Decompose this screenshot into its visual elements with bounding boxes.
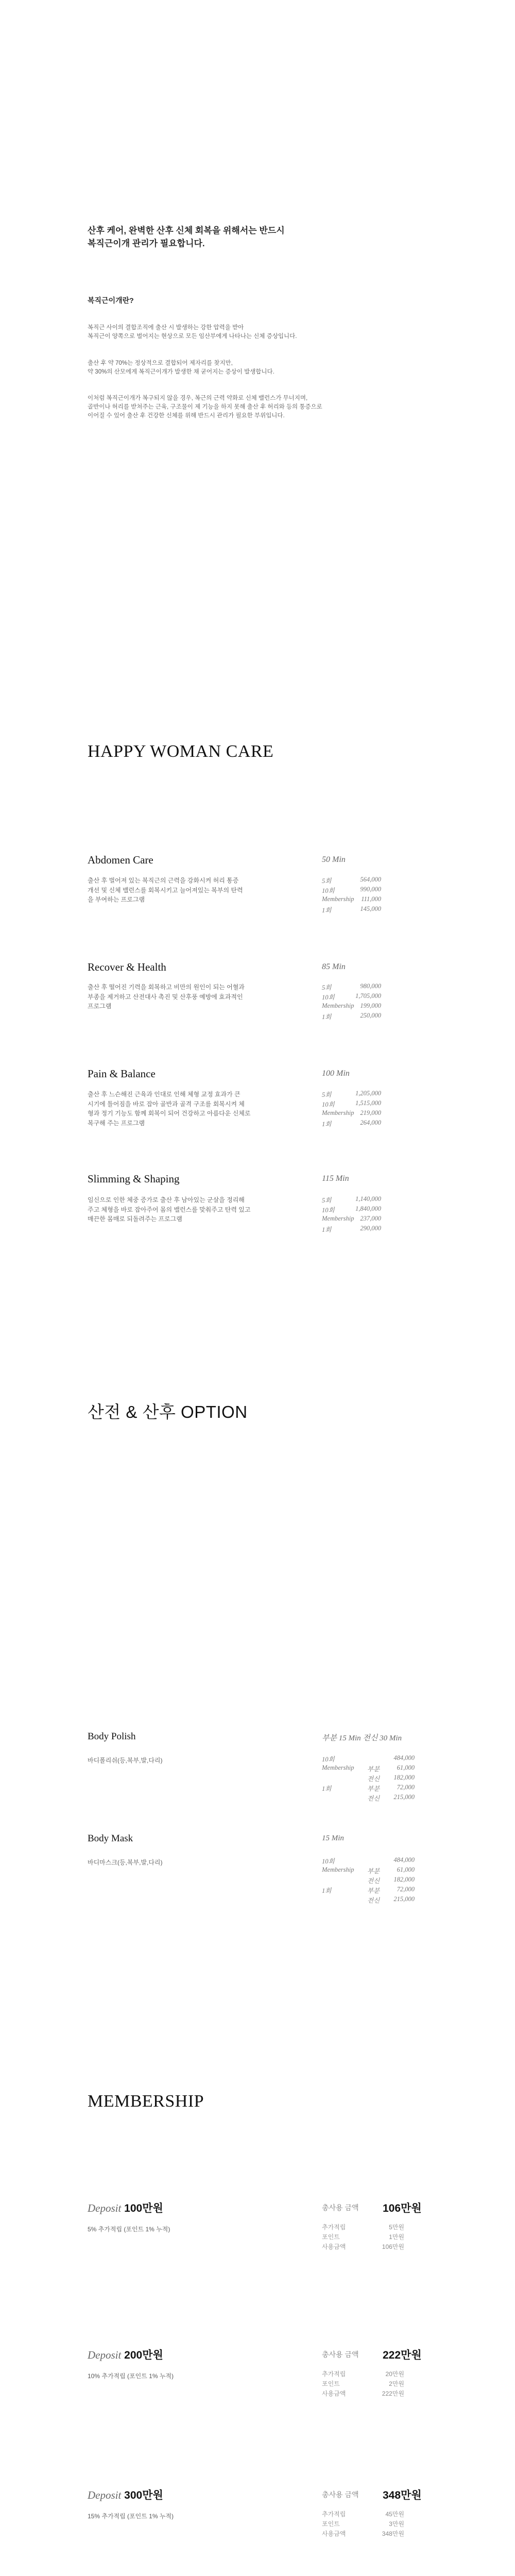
price-label: 1회	[322, 1785, 332, 1792]
price-row	[322, 1109, 381, 1119]
program-duration: 85 Min	[322, 962, 346, 971]
row-label: 추가적립	[322, 2370, 346, 2378]
intro-line: 이처럼 복직근이개가 복구되지 않을 경우, 복근의 근력 약화로 신체 밸런스가 무너지며,	[88, 395, 308, 401]
intro-line: 복직근 사이의 결합조직에 출산 시 발생하는 강한 압력을 받아	[88, 325, 244, 331]
option-name: Body Polish	[88, 1731, 136, 1742]
price-value: 484,000	[393, 1754, 415, 1761]
section-title-option: 산전 & 산후 OPTION	[88, 1402, 248, 1421]
membership-deposit	[88, 2200, 163, 2215]
total-amount: 222만원	[383, 2349, 422, 2361]
price-value: 237,000	[360, 1215, 381, 1222]
price-label: Membership	[322, 1866, 354, 1873]
option-duration: 부분 15 Min 전신 30 Min	[322, 1734, 402, 1742]
price-value: 215,000	[393, 1793, 415, 1801]
deposit-label: Deposit	[88, 2349, 122, 2361]
membership-row	[322, 2529, 404, 2539]
option-price-row	[322, 1754, 415, 1764]
price-type: 부분	[367, 1868, 380, 1875]
option-name: Body Mask	[88, 1833, 133, 1844]
intro-line: 약 30%의 산모에게 복직근이개가 발생한 채 굳어지는 증상이 발생합니다.	[88, 369, 274, 375]
program-name: Pain & Balance	[88, 1067, 156, 1080]
deposit-amount: 100만원	[124, 2202, 163, 2214]
total-label: 총사용 금액	[322, 2350, 359, 2359]
price-value: 1,705,000	[355, 992, 381, 999]
option-description: 바디폴리쉬(등,복부,발,다리)	[88, 1757, 163, 1764]
price-label: 1회	[322, 1121, 332, 1128]
row-label: 사용금액	[322, 2530, 346, 2537]
program-description	[88, 1090, 291, 1128]
price-type: 전신	[367, 1775, 380, 1783]
price-label: 1회	[322, 1887, 332, 1894]
option-price-row	[322, 1793, 415, 1803]
price-row	[322, 1215, 381, 1225]
intro-paragraph	[88, 324, 407, 341]
row-value: 222만원	[382, 2390, 404, 2397]
row-label: 추가적립	[322, 2224, 346, 2231]
row-label: 사용금액	[322, 2390, 346, 2397]
price-label: 1회	[322, 1013, 332, 1021]
membership-row	[322, 2389, 404, 2399]
row-value: 348만원	[382, 2530, 404, 2537]
program-name: Abdomen Care	[88, 854, 153, 866]
row-value: 2만원	[389, 2380, 404, 2387]
intro-paragraph	[88, 359, 407, 377]
price-type: 전신	[367, 1897, 380, 1904]
intro-line: 복직근이 양쪽으로 벌어지는 현상으로 모든 임산부에게 나타나는 신체 증상입니다.	[88, 333, 297, 340]
price-label: 5회	[322, 984, 332, 991]
membership-note: 10% 추가적립 (포인트 1% 누적)	[88, 2372, 174, 2380]
option-price-row	[322, 1866, 415, 1876]
price-value: 72,000	[397, 1886, 415, 1893]
price-row	[322, 1090, 381, 1099]
price-type: 부분	[367, 1766, 380, 1773]
price-row	[322, 992, 381, 1002]
price-row	[322, 1119, 381, 1129]
price-value: 1,140,000	[355, 1195, 381, 1202]
price-row	[322, 1205, 381, 1215]
desc-line: 부종을 제거하고 산전대사 촉진 및 산후풍 예방에 효과적인	[88, 993, 243, 1001]
membership-row	[322, 2519, 404, 2529]
desc-line: 출산 후 느슨해진 근육과 인대로 인해 체형 교정 효과가 큰	[88, 1091, 241, 1098]
option-price-row	[322, 1774, 415, 1784]
price-value: 564,000	[360, 876, 381, 883]
row-value: 106만원	[382, 2243, 404, 2250]
price-label: Membership	[322, 1764, 354, 1771]
membership-deposit	[88, 2487, 163, 2502]
intro-paragraph	[88, 394, 407, 420]
price-value: 182,000	[393, 1774, 415, 1781]
price-value: 61,000	[397, 1866, 415, 1873]
option-price-row	[322, 1856, 415, 1866]
program-description	[88, 876, 291, 905]
row-value: 45만원	[385, 2511, 404, 2518]
membership-note: 15% 추가적립 (포인트 1% 누적)	[88, 2513, 174, 2520]
price-row	[322, 876, 381, 886]
price-label: Membership	[322, 1109, 354, 1116]
price-label: Membership	[322, 1002, 354, 1009]
price-type: 부분	[367, 1887, 380, 1894]
membership-note: 5% 추가적립 (포인트 1% 누적)	[88, 2226, 170, 2233]
membership-row	[322, 2379, 404, 2389]
membership-detail	[322, 2369, 404, 2399]
intro-headline-line: 복직근이개 관리가 필요합니다.	[88, 239, 205, 248]
option-duration: 15 Min	[322, 1834, 344, 1842]
desc-line: 개선 및 신체 밸런스를 회복시키고 늘어져있는 복부의 탄력	[88, 886, 243, 894]
deposit-label: Deposit	[88, 2202, 122, 2214]
program-duration: 100 Min	[322, 1069, 350, 1078]
total-label: 총사용 금액	[322, 2490, 359, 2499]
price-value: 290,000	[360, 1225, 381, 1232]
price-value: 250,000	[360, 1012, 381, 1019]
price-value: 990,000	[360, 886, 381, 893]
price-value: 1,515,000	[355, 1099, 381, 1107]
desc-line: 주고 체형을 바로 잡아주어 몸의 밸런스를 맞춰주고 탄력 있고	[88, 1206, 251, 1213]
program-duration: 115 Min	[322, 1174, 349, 1183]
option-price-list	[322, 1754, 415, 1803]
desc-line: 매끈한 몸매로 되돌려주는 프로그램	[88, 1215, 182, 1223]
option-price-row	[322, 1895, 415, 1905]
price-label: 10회	[322, 1858, 335, 1865]
price-value: 215,000	[393, 1895, 415, 1903]
price-label: 5회	[322, 1091, 332, 1098]
price-value: 980,000	[360, 982, 381, 990]
price-value: 111,000	[361, 895, 381, 903]
option-price-row	[322, 1784, 415, 1793]
price-value: 199,000	[360, 1002, 381, 1009]
membership-deposit	[88, 2347, 163, 2362]
membership-row	[322, 2223, 404, 2232]
deposit-label: Deposit	[88, 2489, 122, 2501]
price-row	[322, 982, 381, 992]
row-value: 20만원	[385, 2370, 404, 2378]
program-name: Slimming & Shaping	[88, 1173, 180, 1185]
intro-headline	[88, 224, 355, 250]
row-label: 포인트	[322, 2380, 340, 2387]
price-label: 5회	[322, 1197, 332, 1204]
desc-line: 복구해 주는 프로그램	[88, 1119, 145, 1127]
price-list	[322, 1090, 381, 1129]
intro-line: 이어질 수 있어 출산 후 건강한 신체를 위해 반드시 관리가 필요한 부위입니다.	[88, 413, 285, 419]
row-label: 추가적립	[322, 2511, 346, 2518]
price-row	[322, 886, 381, 895]
price-label: 10회	[322, 994, 335, 1001]
desc-line: 출산 후 벌어져 있는 복직근의 근력을 강화시켜 허리 통증	[88, 877, 239, 884]
program-name: Recover & Health	[88, 961, 166, 973]
membership-detail	[322, 2223, 404, 2252]
membership-row	[322, 2232, 404, 2242]
price-value: 145,000	[360, 905, 381, 912]
section-title-membership: MEMBERSHIP	[88, 2092, 204, 2111]
price-label: 10회	[322, 1756, 335, 1763]
price-list	[322, 1195, 381, 1234]
price-list	[322, 876, 381, 915]
price-row	[322, 1012, 381, 1022]
price-row	[322, 1002, 381, 1012]
option-price-row	[322, 1764, 415, 1774]
price-row	[322, 1225, 381, 1234]
price-label: Membership	[322, 895, 354, 903]
price-row	[322, 1195, 381, 1205]
price-value: 219,000	[360, 1109, 381, 1116]
membership-row	[322, 2369, 404, 2379]
option-price-row	[322, 1876, 415, 1886]
price-label: Membership	[322, 1215, 354, 1222]
desc-line: 형과 정기 기능도 함께 회복이 되어 건강하고 아름다운 신체로	[88, 1110, 251, 1117]
price-row	[322, 895, 381, 905]
price-value: 1,840,000	[355, 1205, 381, 1212]
price-label: 10회	[322, 1101, 335, 1108]
price-value: 484,000	[393, 1856, 415, 1863]
section-title-care: HAPPY WOMAN CARE	[88, 742, 274, 761]
price-value: 264,000	[360, 1119, 381, 1126]
deposit-amount: 300만원	[124, 2489, 163, 2501]
deposit-amount: 200만원	[124, 2349, 163, 2361]
option-description: 바디마스크(등,복부,발,다리)	[88, 1859, 163, 1866]
program-duration: 50 Min	[322, 855, 346, 864]
program-description	[88, 982, 291, 1011]
row-label: 사용금액	[322, 2243, 346, 2250]
price-value: 61,000	[397, 1764, 415, 1771]
row-value: 1만원	[389, 2233, 404, 2241]
price-type: 부분	[367, 1785, 380, 1792]
price-label: 1회	[322, 1226, 332, 1233]
price-list	[322, 982, 381, 1022]
intro-headline-line: 산후 케어, 완벽한 산후 신체 회복을 위해서는 반드시	[88, 226, 285, 235]
price-label: 1회	[322, 907, 332, 914]
desc-line: 을 부여하는 프로그램	[88, 896, 145, 903]
intro-question: 복직근이개란?	[88, 296, 134, 304]
program-description	[88, 1195, 291, 1224]
membership-detail	[322, 2510, 404, 2539]
desc-line: 임신으로 인한 체중 증가로 출산 후 남아있는 군살을 정리해	[88, 1196, 245, 1204]
intro-line: 골반이나 허리를 받쳐주는 근육, 구조물이 제 기능을 하지 못해 출산 후 허리와 등의 통증으로	[88, 404, 322, 410]
price-label: 10회	[322, 887, 335, 894]
price-value: 72,000	[397, 1784, 415, 1791]
price-label: 5회	[322, 877, 332, 885]
price-value: 1,205,000	[355, 1090, 381, 1097]
option-price-list	[322, 1856, 415, 1905]
row-value: 3만원	[389, 2520, 404, 2528]
row-value: 5만원	[389, 2224, 404, 2231]
membership-row	[322, 2242, 404, 2252]
desc-line: 시기에 틀어짐을 바로 잡아 골반과 골격 구조를 회복시켜 체	[88, 1100, 245, 1108]
total-amount: 348만원	[383, 2489, 422, 2501]
intro-line: 출산 후 약 70%는 정상적으로 결합되어 제자리를 찾지만,	[88, 360, 233, 366]
option-price-row	[322, 1886, 415, 1895]
total-label: 총사용 금액	[322, 2204, 359, 2212]
price-type: 전신	[367, 1877, 380, 1885]
row-label: 포인트	[322, 2520, 340, 2528]
price-value: 182,000	[393, 1876, 415, 1883]
price-row	[322, 1099, 381, 1109]
desc-line: 출산 후 떨어진 기력을 회복하고 비만의 원인이 되는 어혈과	[88, 984, 245, 991]
price-row	[322, 905, 381, 915]
price-label: 10회	[322, 1207, 335, 1214]
membership-row	[322, 2510, 404, 2519]
desc-line: 프로그램	[88, 1003, 112, 1010]
price-type: 전신	[367, 1795, 380, 1802]
total-amount: 106만원	[383, 2202, 422, 2214]
row-label: 포인트	[322, 2233, 340, 2241]
